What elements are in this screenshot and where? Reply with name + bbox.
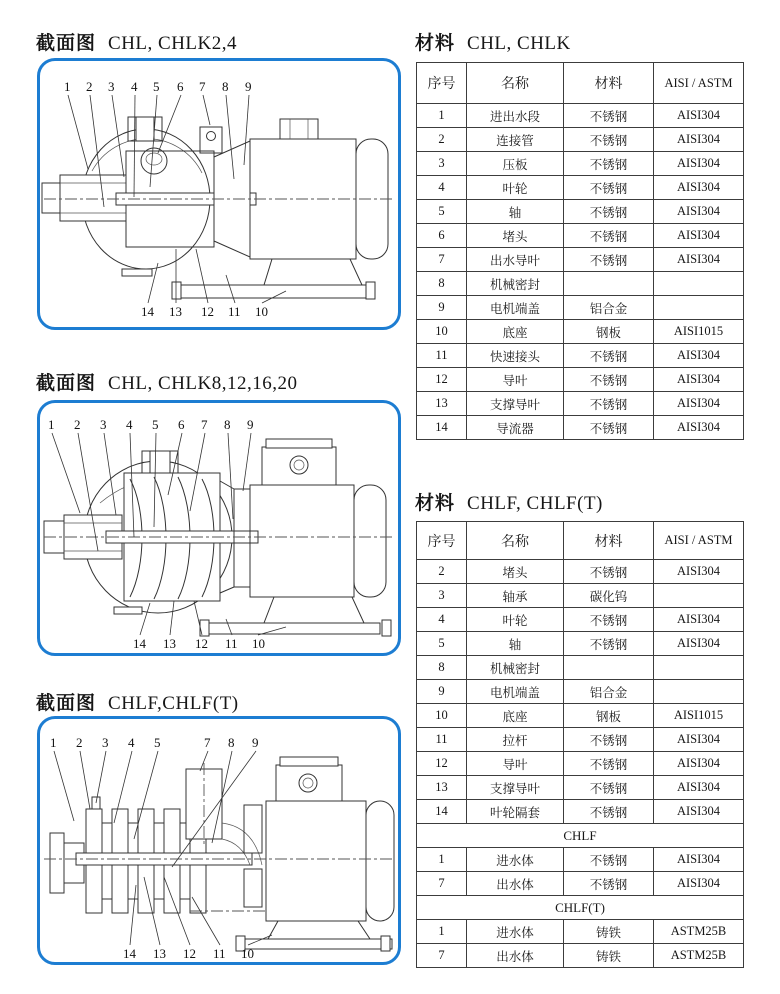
column-header-name: 名称 (467, 63, 564, 104)
table-cell: 7 (417, 944, 467, 968)
table-cell: 不锈钢 (564, 728, 654, 752)
table-cell: 13 (417, 392, 467, 416)
column-header-index: 序号 (417, 522, 467, 560)
table-cell: 11 (417, 344, 467, 368)
callout-number: 9 (247, 417, 254, 432)
table-row (417, 200, 744, 224)
table-row (417, 896, 744, 920)
table-header-row (417, 522, 744, 560)
table-row (417, 656, 744, 680)
callout-number: 12 (195, 636, 208, 651)
diagram-frame-chlf (37, 716, 401, 965)
table-cell: 出水体 (467, 872, 564, 896)
table-cell: AISI304 (654, 608, 744, 632)
table-cell: 铝合金 (564, 296, 654, 320)
table-row (417, 608, 744, 632)
column-header-material: 材料 (564, 522, 654, 560)
callout-number: 3 (108, 79, 115, 94)
base-plate (114, 597, 391, 636)
table-section-header: CHLF(T) (417, 896, 744, 920)
callout-number: 7 (199, 79, 206, 94)
table-cell: 不锈钢 (564, 248, 654, 272)
table-cell (654, 296, 744, 320)
table-cell: 不锈钢 (564, 392, 654, 416)
table-header-row (417, 63, 744, 104)
table-cell: 6 (417, 224, 467, 248)
column-header-material: 材料 (564, 63, 654, 104)
table-cell: 叶轮 (467, 608, 564, 632)
table-row (417, 920, 744, 944)
callout-number: 2 (74, 417, 81, 432)
table-row (417, 680, 744, 704)
table-cell: 出水体 (467, 944, 564, 968)
table-cell: AISI304 (654, 104, 744, 128)
table-cell: 4 (417, 176, 467, 200)
table-row (417, 944, 744, 968)
table-row (417, 104, 744, 128)
table-cell: 11 (417, 728, 467, 752)
table-cell: AISI304 (654, 248, 744, 272)
table-cell: 不锈钢 (564, 152, 654, 176)
table-cell: AISI304 (654, 224, 744, 248)
table-cell: AISI304 (654, 560, 744, 584)
table-cell: 不锈钢 (564, 176, 654, 200)
table-cell: AISI304 (654, 416, 744, 440)
inlet-pipe (42, 175, 126, 221)
table-cell: 不锈钢 (564, 560, 654, 584)
table-cell: 9 (417, 680, 467, 704)
callout-number: 6 (178, 417, 185, 432)
table-cell: 碳化钨 (564, 584, 654, 608)
table-row (417, 320, 744, 344)
motor-body (266, 801, 394, 921)
table-cell: 1 (417, 920, 467, 944)
table-row (417, 392, 744, 416)
table-cell: ASTM25B (654, 920, 744, 944)
table-cell: 9 (417, 296, 467, 320)
table-section-header: CHLF (417, 824, 744, 848)
callout-number: 11 (225, 636, 238, 651)
callout-number: 10 (255, 304, 268, 319)
table-cell: 电机端盖 (467, 296, 564, 320)
pump-section-drawing-chlf (40, 719, 398, 962)
table-cell: 进水体 (467, 848, 564, 872)
table-cell: 3 (417, 152, 467, 176)
table-cell: 支撑导叶 (467, 392, 564, 416)
table-cell: 进出水段 (467, 104, 564, 128)
stage-stack (76, 797, 252, 913)
table-cell: 铝合金 (564, 680, 654, 704)
callout-number: 14 (133, 636, 146, 651)
table-row (417, 296, 744, 320)
table-row (417, 824, 744, 848)
table-cell: 1 (417, 104, 467, 128)
callout-number: 8 (222, 79, 229, 94)
table-cell: AISI304 (654, 848, 744, 872)
pump-section-drawing-chl-chlk24 (40, 61, 398, 327)
column-header-aisi: AISI / ASTM (654, 63, 744, 104)
table-cell: AISI304 (654, 176, 744, 200)
callout-number: 13 (169, 304, 182, 319)
table-cell: 14 (417, 800, 467, 824)
table-row (417, 128, 744, 152)
base-plate (122, 259, 375, 299)
callout-number: 4 (131, 79, 138, 94)
table-cell: 8 (417, 272, 467, 296)
table-cell: 底座 (467, 320, 564, 344)
table-cell: 不锈钢 (564, 368, 654, 392)
table-cell (564, 656, 654, 680)
table-cell (654, 272, 744, 296)
table-header (417, 522, 744, 560)
callout-number: 11 (213, 946, 226, 961)
material-title-label: 材料 (415, 493, 456, 514)
table-cell: 不锈钢 (564, 200, 654, 224)
table-cell: 10 (417, 704, 467, 728)
table-cell: 支撑导叶 (467, 776, 564, 800)
table-body (417, 104, 744, 440)
section-title-chl-chlk24 (36, 28, 237, 55)
table-cell: 压板 (467, 152, 564, 176)
table-cell: 5 (417, 200, 467, 224)
motor-body (250, 485, 386, 597)
table-cell: 导叶 (467, 368, 564, 392)
terminal-box (276, 757, 342, 801)
table-cell: 7 (417, 248, 467, 272)
table-cell: 10 (417, 320, 467, 344)
callout-number: 11 (228, 304, 241, 319)
section-title-label: 截面图 (36, 33, 97, 54)
table-header (417, 63, 744, 104)
callout-number: 14 (123, 946, 136, 961)
section-title-label: 截面图 (36, 373, 97, 394)
section-title-model: CHL, CHLK8,12,16,20 (108, 373, 298, 394)
table-cell: AISI304 (654, 368, 744, 392)
callout-number: 5 (154, 735, 161, 750)
table-cell: 不锈钢 (564, 752, 654, 776)
section-title-model: CHL, CHLK2,4 (108, 33, 237, 54)
table-cell: 机械密封 (467, 272, 564, 296)
callout-number: 3 (102, 735, 109, 750)
callout-number: 14 (141, 304, 154, 319)
material-title-chl-chlk (415, 28, 571, 55)
table-cell: 出水导叶 (467, 248, 564, 272)
table-cell: 3 (417, 584, 467, 608)
callout-number: 5 (153, 79, 160, 94)
table-cell: 底座 (467, 704, 564, 728)
section-title-chlf (36, 688, 239, 715)
callout-number: 10 (252, 636, 265, 651)
table-cell: AISI304 (654, 152, 744, 176)
table-cell (564, 272, 654, 296)
column-header-name: 名称 (467, 522, 564, 560)
table-cell: 不锈钢 (564, 848, 654, 872)
table-cell: AISI304 (654, 128, 744, 152)
callout-number: 6 (177, 79, 184, 94)
callout-number: 4 (128, 735, 135, 750)
callout-number: 3 (100, 417, 107, 432)
table-cell: 12 (417, 752, 467, 776)
table-cell: 钢板 (564, 320, 654, 344)
callout-number: 13 (153, 946, 166, 961)
table-cell: 叶轮隔套 (467, 800, 564, 824)
callout-number: 7 (204, 735, 211, 750)
table-cell: AISI304 (654, 752, 744, 776)
callout-number: 9 (252, 735, 259, 750)
table-cell: 不锈钢 (564, 104, 654, 128)
table-cell: 2 (417, 128, 467, 152)
table-cell: 堵头 (467, 560, 564, 584)
table-cell: 4 (417, 608, 467, 632)
callout-number: 1 (50, 735, 57, 750)
table-cell: 轴 (467, 632, 564, 656)
callout-number: 1 (48, 417, 55, 432)
section-title-model: CHLF,CHLF(T) (108, 693, 239, 714)
material-table-chlf (416, 521, 744, 968)
table-cell: 连接管 (467, 128, 564, 152)
table-row (417, 416, 744, 440)
table-body (417, 560, 744, 968)
callout-number: 2 (86, 79, 93, 94)
table-row (417, 728, 744, 752)
table-cell: 导流器 (467, 416, 564, 440)
table-row (417, 848, 744, 872)
table-cell: 1 (417, 848, 467, 872)
base-plate (236, 921, 392, 951)
table-cell: AISI1015 (654, 320, 744, 344)
table-cell: 钢板 (564, 704, 654, 728)
table-cell: 不锈钢 (564, 776, 654, 800)
section-title-label: 截面图 (36, 693, 97, 714)
table-cell: AISI304 (654, 200, 744, 224)
table-cell: AISI304 (654, 392, 744, 416)
table-row (417, 632, 744, 656)
table-cell: 堵头 (467, 224, 564, 248)
table-row (417, 224, 744, 248)
table-row (417, 752, 744, 776)
callout-number: 2 (76, 735, 83, 750)
table-cell: 不锈钢 (564, 224, 654, 248)
table-row (417, 368, 744, 392)
table-cell: 12 (417, 368, 467, 392)
table-row (417, 176, 744, 200)
material-title-chlf (415, 488, 603, 515)
table-cell: 不锈钢 (564, 608, 654, 632)
diagram-frame-chl-chlk24 (37, 58, 401, 330)
table-cell: AISI304 (654, 728, 744, 752)
table-row (417, 704, 744, 728)
table-cell: 14 (417, 416, 467, 440)
table-cell: AISI1015 (654, 704, 744, 728)
table-cell: 不锈钢 (564, 872, 654, 896)
table-cell: 铸铁 (564, 920, 654, 944)
table-row (417, 272, 744, 296)
table-row (417, 800, 744, 824)
table-row (417, 152, 744, 176)
callout-number: 9 (245, 79, 252, 94)
table-cell: 叶轮 (467, 176, 564, 200)
table-cell: AISI304 (654, 872, 744, 896)
callout-number: 13 (163, 636, 176, 651)
callout-number: 1 (64, 79, 71, 94)
table-cell: 不锈钢 (564, 416, 654, 440)
table-row (417, 248, 744, 272)
table-cell: 5 (417, 632, 467, 656)
table-cell: 13 (417, 776, 467, 800)
table-cell: 不锈钢 (564, 632, 654, 656)
table-cell: 导叶 (467, 752, 564, 776)
table-cell: AISI304 (654, 632, 744, 656)
material-title-model: CHLF, CHLF(T) (467, 493, 603, 514)
table-cell: 不锈钢 (564, 800, 654, 824)
callout-number: 12 (201, 304, 214, 319)
callout-number: 12 (183, 946, 196, 961)
table-cell: 电机端盖 (467, 680, 564, 704)
pump-section-drawing-chl-chlk8-20 (40, 403, 398, 653)
table-cell: 拉杆 (467, 728, 564, 752)
material-title-model: CHL, CHLK (467, 33, 571, 54)
callout-number: 4 (126, 417, 133, 432)
material-table-chl-chlk (416, 62, 744, 440)
table-cell (654, 680, 744, 704)
section-title-chl-chlk8-20 (36, 368, 298, 395)
table-cell: 机械密封 (467, 656, 564, 680)
column-header-index: 序号 (417, 63, 467, 104)
table-cell: 进水体 (467, 920, 564, 944)
table-cell (654, 584, 744, 608)
table-row (417, 776, 744, 800)
callout-number: 10 (241, 946, 254, 961)
table-cell: 7 (417, 872, 467, 896)
table-row (417, 584, 744, 608)
table-row (417, 344, 744, 368)
table-cell: AISI304 (654, 800, 744, 824)
table-cell: ASTM25B (654, 944, 744, 968)
table-cell: 轴 (467, 200, 564, 224)
callout-number: 8 (228, 735, 235, 750)
table-cell: 8 (417, 656, 467, 680)
table-cell: 2 (417, 560, 467, 584)
table-cell: 轴承 (467, 584, 564, 608)
table-cell (654, 656, 744, 680)
callout-number: 7 (201, 417, 208, 432)
table-row (417, 560, 744, 584)
table-cell: 快速接头 (467, 344, 564, 368)
table-cell: AISI304 (654, 776, 744, 800)
table-cell: 铸铁 (564, 944, 654, 968)
motor-body (250, 119, 388, 259)
table-row (417, 872, 744, 896)
table-cell: 不锈钢 (564, 344, 654, 368)
material-title-label: 材料 (415, 33, 456, 54)
diagram-frame-chl-chlk8-20 (37, 400, 401, 656)
column-header-aisi: AISI / ASTM (654, 522, 744, 560)
callout-number: 8 (224, 417, 231, 432)
table-cell: 不锈钢 (564, 128, 654, 152)
callout-number: 5 (152, 417, 159, 432)
table-cell: AISI304 (654, 344, 744, 368)
terminal-box (262, 439, 336, 485)
